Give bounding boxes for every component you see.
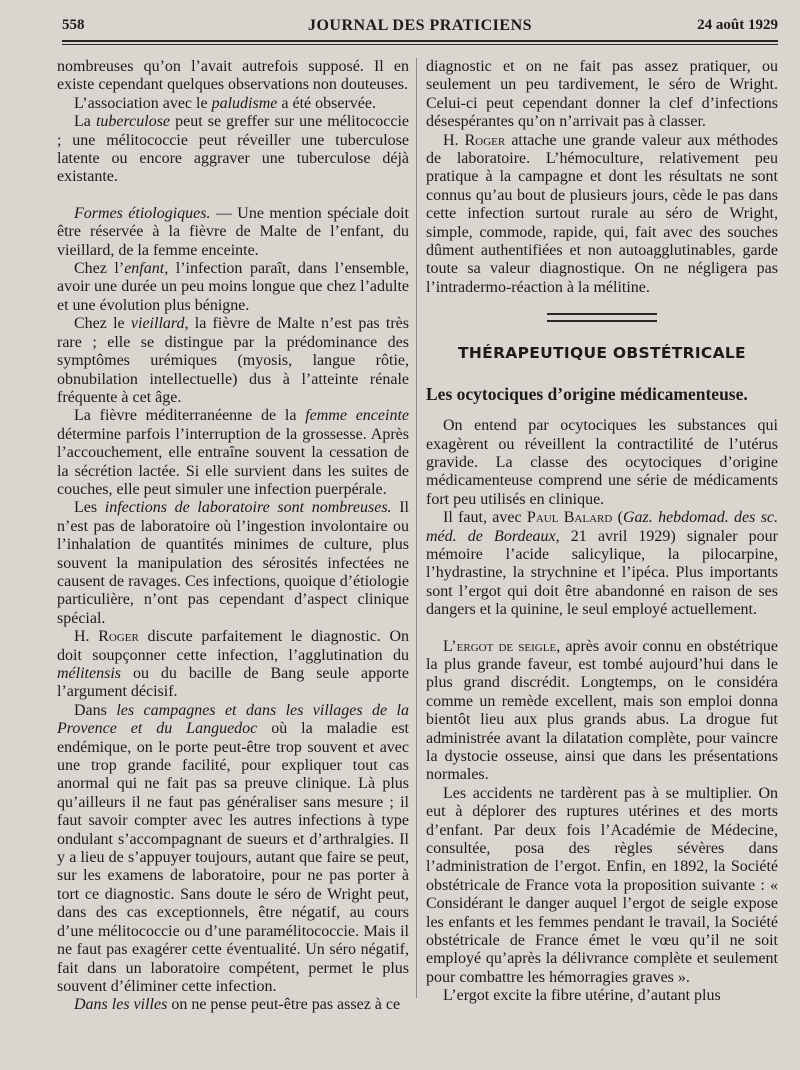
paragraph: Il faut, avec Paul Balard (Gaz. hebdomad. des sc. méd. de Bordeaux, 21 avril 1929) signaler pour mémoire l’acide salicylique, la pilocarpine, l’hydrastine, la strychnine et l’ipéca. Plus importants sont l’ergot qui doit être abandonné en raison de ses dangers et la quinine, le seul employé actuellement. xyxy=(426,509,779,619)
paragraph: Formes étiologiques. — Une mention spéciale doit être réservée à la fièvre de Malte de l’enfant, du vieillard, de la femme enceinte. xyxy=(57,204,409,259)
page-number: 558 xyxy=(62,17,85,33)
issue-date: 24 août 1929 xyxy=(697,17,778,33)
paragraph: La tuberculose peut se greffer sur une mélitococcie ; une mélitococcie peut réveiller une tuberculose latente ou encore aggraver une tuberculose déjà existante. xyxy=(57,113,410,186)
column-divider xyxy=(416,58,417,998)
paragraph: L’association avec le paludisme a été observée. xyxy=(74,94,376,112)
paragraph: Les accidents ne tardèrent pas à se multiplier. On eut à déplorer des ruptures utérines et des morts d’enfant. Par deux fois l’Académie de Médecine, consultée, posa des règles sévères dans l’administration de l’ergot. Enfin, en 1892, la Société obstétricale de France vota la proposition suivante : « Considérant le danger auquel l’ergot de seigle expose les enfants et les femmes pendant le travail, la Société obstétricale de France émet le vœu qu’il ne soit employé qu’après la délivrance complète et seulement pour combattre les hémorragies graves ». xyxy=(426,784,778,986)
section-ornament-rule xyxy=(547,313,657,322)
paragraph: On entend par ocytociques les substances qui exagèrent ou réveillent la contractilité de l’utérus gravide. La classe des ocytociques d’origine médicamenteuse comprend une série de médicaments fort peu utilisés en clinique. xyxy=(426,417,778,508)
left-column xyxy=(57,58,409,1015)
paragraph: H. Roger discute parfaitement le diagnostic. On doit soupçonner cette infection, l’agglutination du mélitensis ou du bacille de Bang seule apporte l’argument décisif. xyxy=(57,628,409,701)
paragraph: nombreuses qu’on l’avait autrefois supposé. Il en existe cependant quelques observations non douteuses. xyxy=(57,58,409,94)
running-header xyxy=(62,17,778,39)
paragraph: L’ergot de seigle, après avoir connu en obstétrique la plus grande faveur, est tombé aujourd’hui dans le plus grand discrédit. Longtemps, on le considéra comme un remède excellent, mais son emploi donna bientôt lieu aux plus grands abus. La drogue fut administrée avant la dilatation complète, pour vaincre la dystocie osseuse, ainsi que dans les présentations normales. xyxy=(426,637,779,784)
right-column xyxy=(426,58,778,1006)
journal-title: JOURNAL DES PRATICIENS xyxy=(307,17,533,34)
paragraph: Dans les campagnes et dans les villages de la Provence et du Languedoc où la maladie est endémique, on le porte peut-être trop souvent et avec une trop grande facilité, pour expliquer tout cas anormal qui ne fait pas sa preuve clinique. Là plus qu’ailleurs il ne faut pas généraliser sans mesure ; il faut savoir compter avec les autres infections à type ondulant s’accompagnant de sueurs et d’arthralgies. Il y a lieu de s’appuyer toujours, autant que faire se peut, sur les examens de laboratoire, pour ne pas porter à tort ce diagnostic. Sans doute le séro de Wright peut, dans des cas exceptionnels, être négatif, au cours d’une mélitococcie ou d’une paramélitococcie. Mais il ne faut pas exagérer cette éventualité. Un séro négatif, fait dans un laboratoire compétent, permet le plus souvent d’éliminer cette infection. xyxy=(57,701,409,995)
paragraph: Dans les villes on ne pense peut-être pas assez à ce xyxy=(74,996,401,1014)
paragraph: H. Roger attache une grande valeur aux méthodes de laboratoire. L’hémoculture, relativement peu pratique à la campagne et dont les résultats ne sont connus qu’au bout de plusieurs jours, cède le pas dans cette infection surtout rurale au séro de Wright, simple, commode, rapide, qui, fait avec des souches dûment authentifiées et non autoagglutinables, garde toute sa valeur diagnostique. On ne négligera pas l’intradermo-réaction à la mélitine. xyxy=(426,131,778,296)
article-title: Les ocytociques d’origine médicamenteuse. xyxy=(426,383,748,404)
paragraph: Chez l’enfant, l’infection paraît, dans l’ensemble, avoir une durée un peu moins longue que chez l’adulte et une évolution plus bénigne. xyxy=(57,260,409,314)
paragraph: La fièvre méditerranéenne de la femme enceinte détermine parfois l’interruption de la grossesse. Après l’accouchement, elle entraîne souvent la cessation de la sécrétion lactée. Si elle survient dans les suites de couches, elle peut simuler une infection puerpérale. xyxy=(57,407,409,498)
paragraph: Chez le vieillard, la fièvre de Malte n’est pas très rare ; elle se distingue par la prédominance des symptômes urémiques (myosis, langue rôtie, obnubilation intellectuelle) dus à l’atteinte rénale fréquente à cet âge. xyxy=(57,315,410,406)
section-title: THÉRAPEUTIQUE OBSTÉTRICALE xyxy=(458,344,746,363)
header-rule xyxy=(62,40,778,45)
paragraph: L’ergot excite la fibre utérine, d’autant plus xyxy=(443,987,721,1005)
paragraph: Les infections de laboratoire sont nombreuses. Il n’est pas de laboratoire où l’ingestion involontaire ou l’inhalation de quantités minimes de culture, plus souvent la manipulation des sérosités infectées ne causent de ravages. Ces infections, quoique d’étiologie particulière, n’ont pas cependant d’aspect clinique spécial. xyxy=(57,499,409,627)
paragraph: diagnostic et on ne fait pas assez pratiquer, ou seulement un peu tardivement, le séro de Wright. Celui-ci peut cependant donner la clef d’infections désespérantes qu’on n’arrivait pas à classer. xyxy=(426,58,778,131)
